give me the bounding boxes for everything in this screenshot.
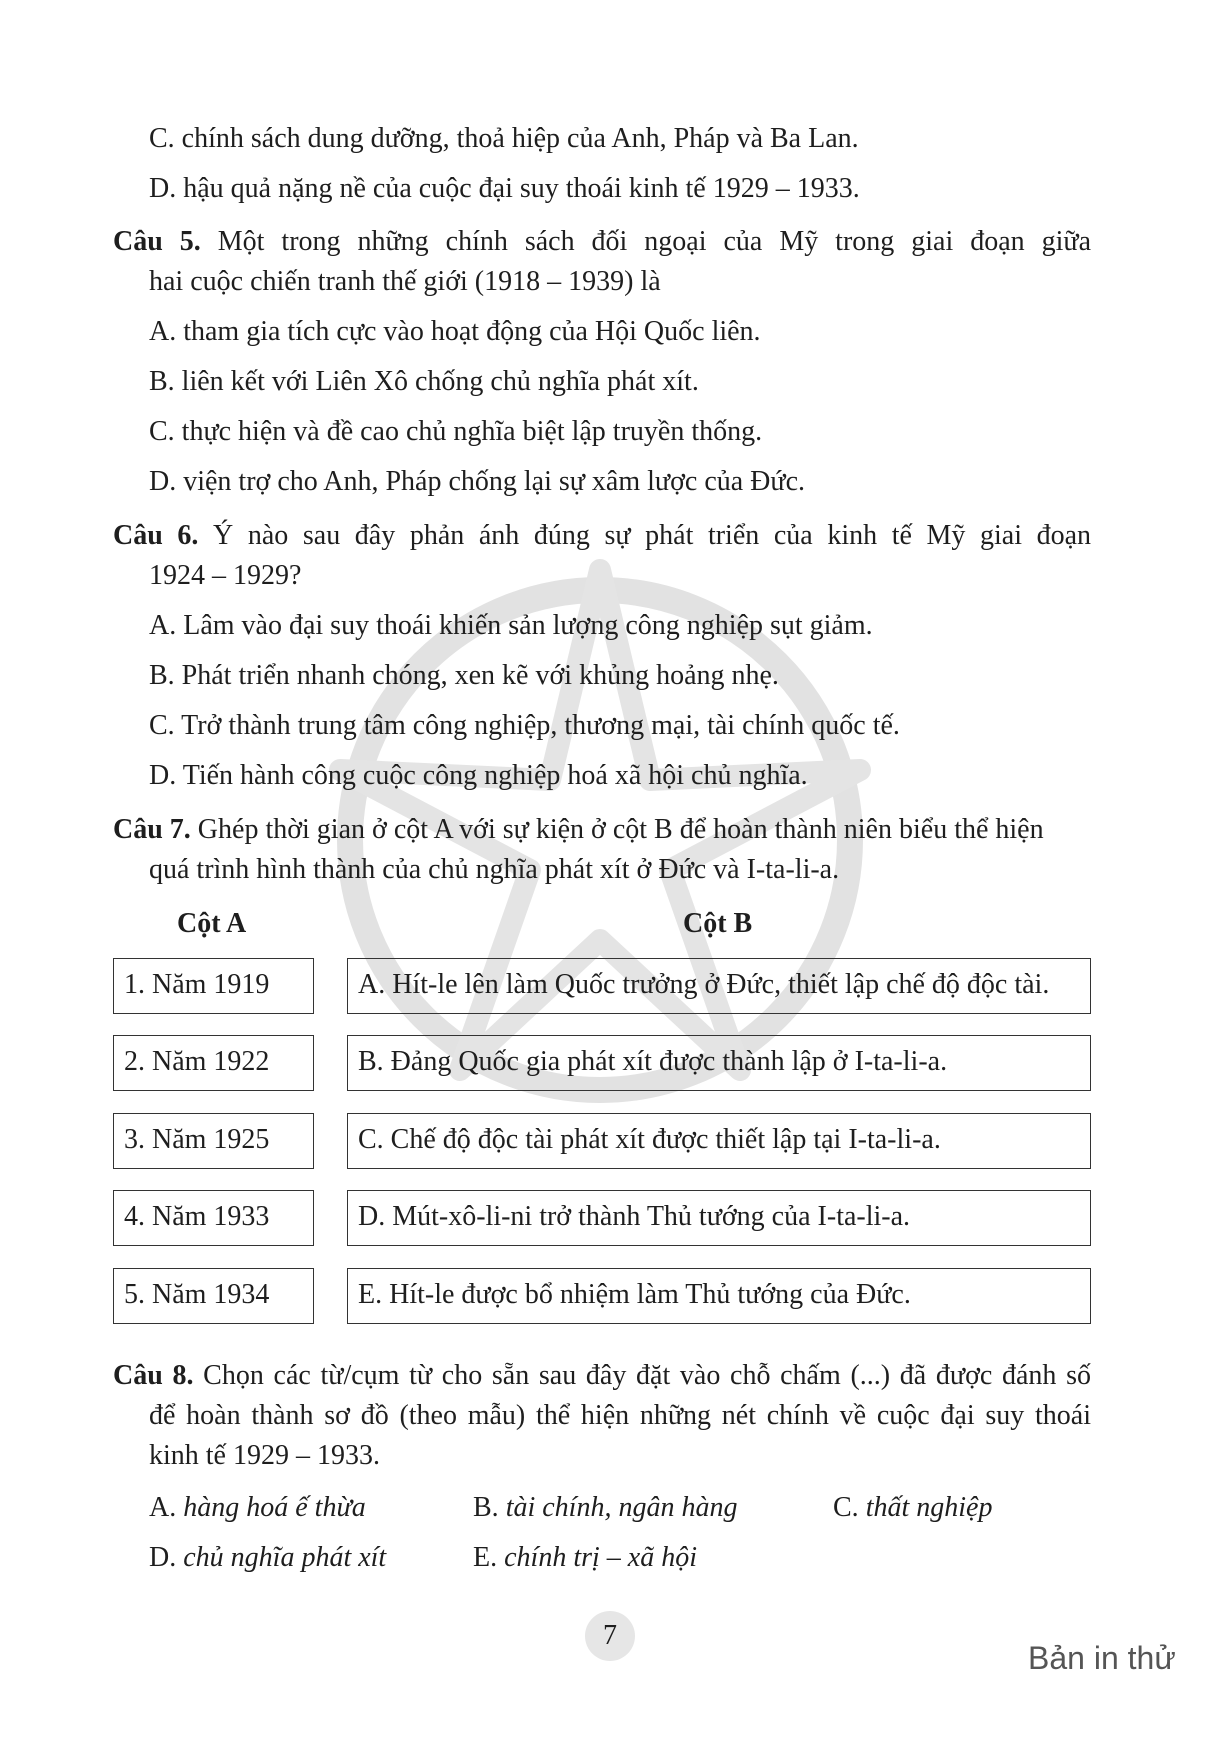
col-b-item-d: D. Mút-xô-li-ni trở thành Thủ tướng của I-ta-li-a. [347,1190,1091,1246]
choice-c [833,1490,992,1526]
choice-d [149,1540,386,1576]
question-8-label: Câu 8. [113,1360,194,1391]
col-b-item-c: C. Chế độ độc tài phát xít được thiết lập tại I-ta-li-a. [347,1113,1091,1169]
q5-option-b: B. liên kết với Liên Xô chống chủ nghĩa phát xít. [149,366,699,397]
question-7-text-cont: quá trình hình thành của chủ nghĩa phát xít ở Đức và I-ta-li-a. [149,854,840,885]
col-a-item-4: 4. Năm 1933 [113,1190,314,1246]
col-b-item-e: E. Hít-le được bổ nhiệm làm Thủ tướng của Đức. [347,1268,1091,1324]
question-8-text-cont-2: kinh tế 1929 – 1933. [149,1440,380,1471]
choice-c-text: thất nghiệp [865,1492,993,1523]
choice-a-text: hàng hoá ế thừa [183,1492,366,1523]
question-6-text-cont: 1924 – 1929? [149,560,302,591]
question-5 [113,224,1091,260]
choice-b-text: tài chính, ngân hàng [505,1492,738,1523]
col-b-item-b: B. Đảng Quốc gia phát xít được thành lập ở I-ta-li-a. [347,1035,1091,1091]
col-a-item-5: 5. Năm 1934 [113,1268,314,1324]
q6-option-b: B. Phát triển nhanh chóng, xen kẽ với khủng hoảng nhẹ. [149,660,779,691]
col-a-item-1: 1. Năm 1919 [113,958,314,1014]
column-a-header: Cột A [177,908,247,939]
q5-option-a: A. tham gia tích cực vào hoạt động của Hội Quốc liên. [149,316,761,347]
choice-e [473,1540,697,1576]
choice-b-letter: B. [473,1492,499,1523]
page-number: 7 [585,1611,635,1661]
question-6 [113,518,1091,554]
question-6-text: Ý nào sau đây phản ánh đúng sự phát triển của kinh tế Mỹ giai đoạn [213,520,1092,551]
question-5-text: Một trong những chính sách đối ngoại của Mỹ trong giai đoạn giữa [217,226,1092,257]
option-d-prev: D. hậu quả nặng nề của cuộc đại suy thoái kinh tế 1929 – 1933. [149,173,860,204]
col-a-item-3: 3. Năm 1925 [113,1113,314,1169]
question-8-text: Chọn các từ/cụm từ cho sẵn sau đây đặt vào chỗ chấm (...) đã được đánh số [203,1360,1091,1391]
question-5-text-cont: hai cuộc chiến tranh thế giới (1918 – 1939) là [149,266,661,297]
question-7-text: Ghép thời gian ở cột A với sự kiện ở cột B để hoàn thành niên biểu thể hiện [197,814,1044,845]
choice-c-letter: C. [833,1492,859,1523]
q6-option-a: A. Lâm vào đại suy thoái khiến sản lượng công nghiệp sụt giảm. [149,610,873,641]
option-c-prev: C. chính sách dung dưỡng, thoả hiệp của Anh, Pháp và Ba Lan. [149,123,859,154]
col-b-item-a: A. Hít-le lên làm Quốc trưởng ở Đức, thiết lập chế độ độc tài. [347,958,1091,1014]
draft-watermark: Bản in thử [1028,1640,1176,1676]
choice-d-text: chủ nghĩa phát xít [183,1542,387,1573]
question-7-label: Câu 7. [113,814,191,845]
choice-e-letter: E. [473,1542,498,1573]
question-7 [113,812,1044,848]
choice-d-letter: D. [149,1542,177,1573]
question-5-label: Câu 5. [113,226,201,257]
choice-e-text: chính trị – xã hội [504,1542,697,1573]
column-b-header: Cột B [683,908,753,939]
q5-option-d: D. viện trợ cho Anh, Pháp chống lại sự xâm lược của Đức. [149,466,806,497]
choice-b [473,1490,737,1526]
question-8-text-cont: để hoàn thành sơ đồ (theo mẫu) thể hiện những nét chính về cuộc đại suy thoái [149,1400,1091,1431]
col-a-item-2: 2. Năm 1922 [113,1035,314,1091]
question-8 [113,1358,1091,1394]
choice-a-letter: A. [149,1492,177,1523]
q6-option-d: D. Tiến hành công cuộc công nghiệp hoá xã hội chủ nghĩa. [149,760,808,791]
question-6-label: Câu 6. [113,520,199,551]
q6-option-c: C. Trở thành trung tâm công nghiệp, thương mại, tài chính quốc tế. [149,710,900,741]
choice-a [149,1490,366,1526]
q5-option-c: C. thực hiện và đề cao chủ nghĩa biệt lập truyền thống. [149,416,763,447]
